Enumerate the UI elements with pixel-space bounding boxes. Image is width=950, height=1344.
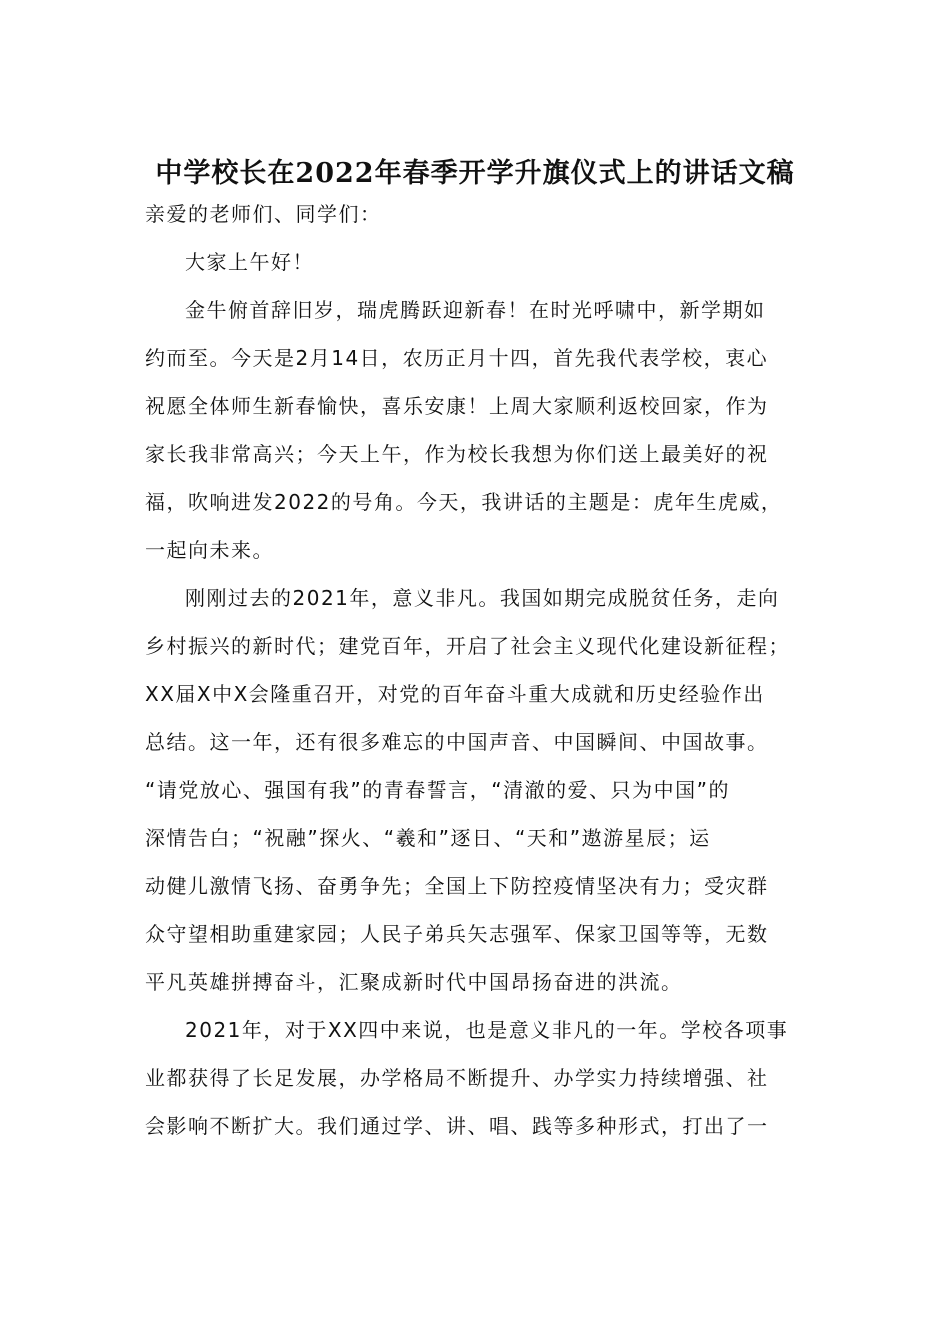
paragraph-1-line-5: 福，吹响进发2022的号角。今天，我讲话的主题是：虎年生虎威， [145,490,783,514]
paragraph-3-line-2: 业都获得了长足发展，办学格局不断提升、办学实力持续增强、社 [145,1066,769,1090]
paragraph-2-line-7: 动健儿激情飞扬、奋勇争先；全国上下防控疫情坚决有力；受灾群 [145,874,769,898]
paragraph-3-line-1: 2021年，对于XX四中来说，也是意义非凡的一年。学校各项事 [185,1018,789,1042]
paragraph-2-line-5: “请党放心、强国有我”的青春誓言，“清澈的爱、只为中国”的 [145,778,730,802]
paragraph-1-line-2: 约而至。今天是2月14日，农历正月十四，首先我代表学校，衷心 [145,346,769,370]
paragraph-3-line-3: 会影响不断扩大。我们通过学、讲、唱、践等多种形式，打出了一 [145,1114,769,1138]
document-title: 中学校长在2022年春季开学升旗仪式上的讲话文稿 [155,158,795,189]
paragraph-2-line-8: 众守望相助重建家园；人民子弟兵矢志强军、保家卫国等等，无数 [145,922,769,946]
paragraph-1-line-4: 家长我非常高兴；今天上午，作为校长我想为你们送上最美好的祝 [145,442,769,466]
salutation-line: 亲爱的老师们、同学们： [145,202,382,226]
paragraph-2-line-1: 刚刚过去的2021年，意义非凡。我国如期完成脱贫任务，走向 [185,586,780,610]
greeting-line: 大家上午好！ [185,250,314,274]
paragraph-1-line-6: 一起向未来。 [145,538,274,562]
paragraph-2-line-9: 平凡英雄拼搏奋斗，汇聚成新时代中国昂扬奋进的洪流。 [145,970,683,994]
paragraph-1-line-1: 金牛俯首辞旧岁，瑞虎腾跃迎新春！在时光呼啸中，新学期如 [185,298,766,322]
paragraph-1-line-3: 祝愿全体师生新春愉快，喜乐安康！上周大家顺利返校回家，作为 [145,394,769,418]
document-body [145,190,825,1150]
paragraph-2-line-4: 总结。这一年，还有很多难忘的中国声音、中国瞬间、中国故事。 [145,730,769,754]
paragraph-2-line-2: 乡村振兴的新时代；建党百年，开启了社会主义现代化建设新征程； [145,634,790,658]
paragraph-2-line-6: 深情告白；“祝融”探火、“羲和”逐日、“天和”遨游星辰；运 [145,826,711,850]
paragraph-2-line-3: XX届X中X会隆重召开，对党的百年奋斗重大成就和历史经验作出 [145,682,765,706]
